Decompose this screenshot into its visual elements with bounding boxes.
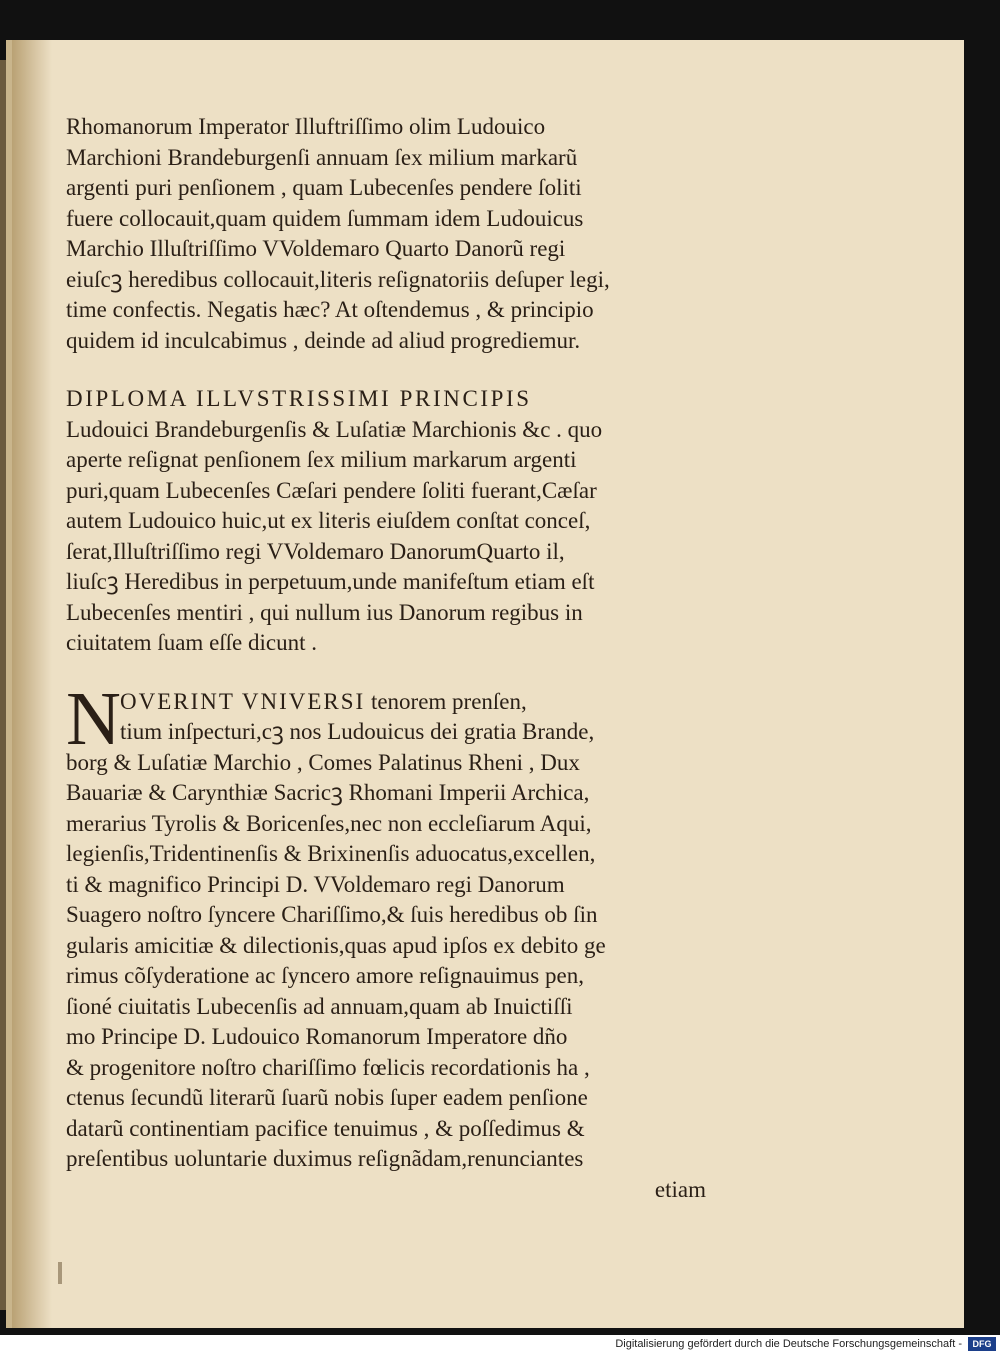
- text-line: ciuitatem ſuam eſſe dicunt .: [66, 630, 318, 655]
- text-line: liuſcꝫ Heredibus in perpetuum,unde manifeſtum etiam eſt: [66, 569, 595, 594]
- text-line: Marchio Illuſtriſſimo VVoldemaro Quarto Danorũ regi: [66, 236, 566, 261]
- funding-credit: Digitalisierung gefördert durch die Deutsche Forschungsgemeinschaft -: [615, 1338, 962, 1350]
- text-line: Ludouici Brandeburgenſis & Luſatiæ Marchionis &c . quo: [66, 416, 603, 442]
- footer-bar: [0, 1335, 1000, 1355]
- text-line: eiuſcꝫ heredibus collocauit,literis reſignatoriis deſuper legi,: [66, 266, 610, 292]
- text-line: argenti puri penſionem , quam Lubecenſes pendere ſoliti: [66, 175, 582, 200]
- text-line: Suagero noſtro ſyncere Chariſſimo,& ſuis heredibus ob ſin: [66, 902, 598, 927]
- text-line: & progenitore noſtro chariſſimo fœlicis recordationis ha ,: [66, 1054, 590, 1080]
- text-line: tium inſpecturi,cꝫ nos Ludouicus dei gratia Brande,: [120, 719, 595, 744]
- paragraph-1: [66, 112, 706, 356]
- text-line: mo Principe D. Ludouico Romanorum Imperatore dño: [66, 1024, 568, 1049]
- text-line: borg & Luſatiæ Marchio , Comes Palatinus Rheni , Dux: [66, 749, 580, 775]
- catchword: etiam: [654, 1176, 706, 1202]
- paragraph-3: [66, 676, 706, 1206]
- text-line: Bauariæ & Carynthiæ Sacricꝫ Rhomani Imperii Archica,: [66, 780, 590, 805]
- dfg-logo-icon: DFG: [968, 1337, 996, 1351]
- text-line: time confectis. Negatis hæc? At oſtendemus , & principio: [66, 297, 594, 322]
- text-line: quidem id inculcabimus , deinde ad aliud progrediemur.: [66, 327, 581, 353]
- text-line: ti & magnifico Principi D. VVoldemaro regi Danorum: [66, 871, 565, 897]
- text-line: puri,quam Lubecenſes Cæſari pendere ſoliti fuerant,Cæſar: [66, 477, 597, 503]
- text-line: ſerat,Illuſtriſſimo regi VVoldemaro DanorumQuarto il,: [66, 538, 565, 564]
- text-line: merarius Tyrolis & Boricenſes,nec non eccleſiarum Aqui,: [66, 810, 592, 836]
- page-gutter-shade: [12, 40, 52, 1328]
- page-text: [66, 112, 706, 1233]
- small-caps-opening: OVERINT VNIVERSI: [120, 688, 366, 714]
- text-line: [66, 687, 706, 718]
- text-line: rimus cõſyderatione ac ſyncero amore reſignauimus pen,: [66, 963, 584, 988]
- opening-rest: tenorem prenſen,: [365, 688, 527, 714]
- text-line: gularis amicitiæ & dilectionis,quas apud ipſos ex debito ge: [66, 932, 606, 958]
- text-line: preſentibus uoluntarie duximus reſignãdam,renunciantes: [66, 1146, 584, 1171]
- text-line: fuere collocauit,quam quidem ſummam idem Ludouicus: [66, 205, 584, 231]
- page-mark: [58, 1262, 62, 1284]
- paragraph-2: [66, 384, 706, 659]
- text-line: Rhomanorum Imperator Illuftriſſimo olim Ludouico: [66, 114, 546, 139]
- drop-cap: N: [66, 676, 121, 761]
- text-line: legienſis,Tridentinenſis & Brixinenſis aduocatus,excellen,: [66, 841, 596, 866]
- text-line: ſioné ciuitatis Lubecenſis ad annuam,quam ab Inuictiſſi: [66, 993, 573, 1019]
- text-line: aperte reſignat penſionem ſex milium markarum argenti: [66, 447, 577, 472]
- text-line: Marchioni Brandeburgenſi annuam ſex milium markarũ: [66, 144, 578, 170]
- text-line: datarũ continentiam pacifice tenuimus , & poſſedimus &: [66, 1115, 585, 1141]
- text-line: autem Ludouico huic,ut ex literis eiuſdem conſtat conceſ,: [66, 508, 591, 533]
- text-line: ctenus ſecundũ literarũ ſuarũ nobis ſuper eadem penſione: [66, 1085, 588, 1110]
- text-line: Lubecenſes mentiri , qui nullum ius Danorum regibus in: [66, 599, 583, 625]
- section-heading: DIPLOMA ILLVSTRISSIMI PRINCIPIS: [66, 386, 532, 411]
